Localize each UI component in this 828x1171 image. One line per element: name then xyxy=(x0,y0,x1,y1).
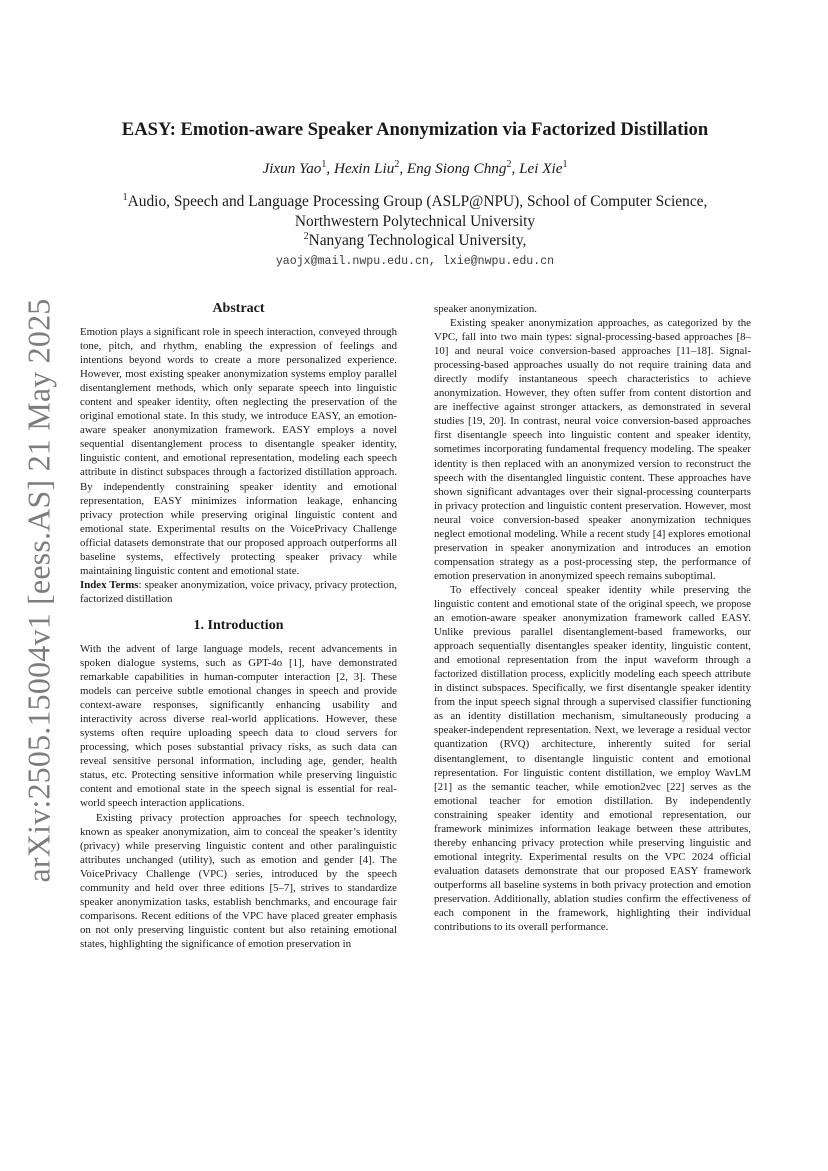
arxiv-identifier[interactable]: arXiv:2505.15004v1 [eess.AS] 21 May 2025 xyxy=(20,298,57,882)
author-separator: , xyxy=(399,160,407,177)
intro-paragraph-2-continued: speaker anonymization. xyxy=(434,303,537,315)
author-list xyxy=(60,159,770,179)
affiliation-mark: 2 xyxy=(303,231,309,242)
introduction-heading: 1. Introduction xyxy=(193,617,284,633)
intro-paragraph-2: Existing privacy protection approaches for speech technology, known as speaker anonymization, aim to conceal the speaker’s identity (privacy) while preserving linguistic content and other paralinguistic attributes unchanged (utility), such as emotion and gender [4]. The VoicePrivacy Challenge (VPC) series, introduced by the speech community and held over three editions [5–7], strives to standardize speaker anonymization tasks, establish benchmarks, and encourage fair comparisons. Recent editions of the VPC have placed greater emphasis on not only preserving linguistic content but also retaining emotional states, highlighting the significance of emotion preservation in xyxy=(80,811,397,950)
author-affiliation-mark: 2 xyxy=(394,159,400,170)
affiliation-2-line: Nanyang Technological University, xyxy=(308,232,527,249)
left-column xyxy=(80,300,397,951)
abstract-text: Emotion plays a significant role in speech interaction, conveyed through tone, pitch, and rhythm, enabling the expression of feelings and intentions beyond words to create a more personalized experience. However, most existing speaker anonymization systems employ parallel disentanglement methods, which only separate speech into linguistic content and speaker identity, often neglecting the preservation of the original emotional state. In this study, we introduce EASY, an emotion-aware speaker anonymization framework. EASY employs a novel sequential disentanglement process to disentangle speaker identity, linguistic content, and emotional representation, modeling each speech attribute in distinct subspaces through a factorized distillation approach. By independently constraining speaker identity and emotional representation, EASY minimizes information leakage, enhancing privacy protection while preserving original linguistic content and emotional state. Experimental results on the VoicePrivacy Challenge official datasets demonstrate that our proposed approach outperforms all baseline systems, effectively protecting speaker privacy while maintaining linguistic content and emotional state. xyxy=(80,326,397,577)
affiliation-1-line1: Audio, Speech and Language Processing Group (ASLP@NPU), School of Computer Science, xyxy=(127,193,708,210)
index-terms-label: Index Terms xyxy=(80,578,139,591)
affiliation-mark: 1 xyxy=(122,192,128,203)
author-affiliation-mark: 1 xyxy=(321,159,327,170)
author-name: Hexin Liu xyxy=(333,160,395,177)
affiliation-2 xyxy=(60,231,770,251)
author-affiliation-mark: 1 xyxy=(562,159,568,170)
paper-title: EASY: Emotion-aware Speaker Anonymization via Factorized Distillation xyxy=(121,119,709,140)
affiliation-1-line2: Northwestern Polytechnical University xyxy=(294,212,536,230)
index-terms-text: : speaker anonymization, voice privacy, privacy protection, factorized distillation xyxy=(80,578,397,605)
author-name: Jixun Yao xyxy=(262,160,322,177)
intro-paragraph-1: With the advent of large language models, recent advancements in spoken dialogue systems, such as GPT-4o [1], have demonstrated remarkable capabilities in human-computer interaction [2, 3]. These models can perceive subtle emotional changes in speech and provide context-aware responses, significantly enhancing usability and interactivity across diverse real-world applications. However, these systems often require uploading speech data to cloud servers for processing, which poses substantial privacy risks, as such data can reveal sensitive personal information, including age, gender, health status, etc. Protecting sensitive information while preserving linguistic content and emotional state in the speech signal is essential for real-world speech interaction applications. xyxy=(80,642,397,810)
intro-paragraph-3: Existing speaker anonymization approaches, as categorized by the VPC, fall into two main types: signal-processing-based approaches [8–10] and neural voice conversion-based approaches [11–18]. Signal-processing-based approaches usually do not require training data and directly modify instantaneous speech characteristics to achieve anonymization. However, they often suffer from content distortion and are ineffective against stronger attackers, as demonstrated in several studies [19, 20]. In contrast, neural voice conversion-based approaches first disentangle speech into linguistic content and speaker identity, sometimes incorporating fundamental frequency modeling. The speaker identity is then replaced with an anonymized version to reconstruct the speech with the disentangled linguistic content. These approaches have shown significant advantages over their signal-processing counterparts in privacy protection and linguistic content preservation. However, most neural voice conversion-based speaker anonymization techniques neglect emotional modeling. While a recent study [4] explores emotional preservation in speaker anonymization and introduces an emotion compensation strategy as a post-processing step, the performance of emotion preservation in anonymized speech remains suboptimal. xyxy=(434,317,751,582)
author-separator: , xyxy=(326,160,334,177)
arxiv-watermark xyxy=(14,298,64,882)
author-name: Eng Siong Chng xyxy=(406,160,507,177)
author-separator: , xyxy=(511,160,520,177)
index-terms xyxy=(80,578,397,606)
affiliation-1 xyxy=(60,192,770,212)
author-name: Lei Xie xyxy=(519,160,563,177)
author-emails[interactable]: yaojx@mail.nwpu.edu.cn, lxie@nwpu.edu.cn xyxy=(275,255,555,268)
affiliations xyxy=(60,192,770,251)
author-affiliation-mark: 2 xyxy=(506,159,512,170)
intro-paragraph-4: To effectively conceal speaker identity while preserving the linguistic content and emotional state of the original speech, we propose an emotion-aware speaker anonymization framework called EASY. Unlike previous parallel disentanglement-based frameworks, our approach sequentially disentangles speaker identity, linguistic content, and emotional representation from the input waveform through a factorized distillation process, explicitly modeling each speech attribute in distinct subspaces. Specifically, we first disentangle speaker identity from the input speech signal through a supervised classifier functioning as an identity distillation mechanism, simultaneously producing a speaker-independent representation. Next, we leverage a residual vector quantization (RVQ) architecture, inherently suited for serial disentanglement, to disentangle linguistic content and emotional representation. For linguistic content distillation, we employ WavLM [21] as the semantic teacher, while emotion2vec [22] serves as the emotional teacher for emotion distillation. By independently constraining speaker identity and emotional representation, our framework minimizes information leakage between these attributes, thereby enhancing privacy protection while preserving linguistic and emotional integrity. Experimental results on the VPC 2024 official evaluation datasets demonstrate that our proposed EASY framework outperforms all baseline systems in both privacy protection and emotion preservation. Additionally, ablation studies confirm the effectiveness of each component in the framework, highlighting their individual contributions to its overall performance. xyxy=(434,583,751,934)
right-column xyxy=(434,302,751,934)
abstract-heading: Abstract xyxy=(212,301,265,316)
